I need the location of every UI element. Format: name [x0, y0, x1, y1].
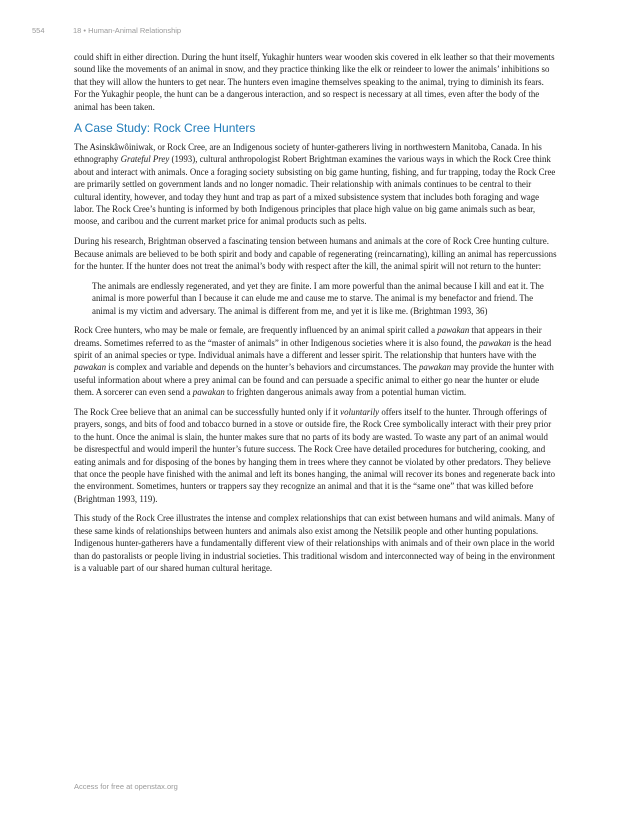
paragraph-3: [74, 324, 558, 398]
term-italic: voluntarily: [340, 406, 380, 417]
text-run: The Asinskâwôiniwak, or Rock Cree, are an Indigenous society of hunter-gatherers living in northwestern Manitoba, Canada. In his ethnography: [74, 142, 542, 165]
text-run: may provide the hunter with useful information about where a prey animal can be found and can persuade a specific animal to either go near the hunter or elude them. A sorcerer can even send a: [74, 362, 554, 398]
term-italic: pawakan: [192, 387, 225, 398]
term-italic: pawakan: [418, 362, 452, 373]
text-run: is complex and variable and depends on the hunter’s behaviors and circumstances. The: [106, 362, 419, 373]
paragraph-5: This study of the Rock Cree illustrates the intense and complex relationships that can exist between humans and wild animals. Many of these same kinds of relationships between hunters and animals also exist among the Netsilik people and other hunting populations. Indigenous hunter-gatherers have a fundamentally different view of their relationships with animals and of their own place in the world than do pastoralists or people living in industrial societies. This traditional wisdom and interconnected way of being in the environment is a valuable part of our shared human cultural heritage.: [74, 513, 555, 574]
paragraph-intro: could shift in either direction. During the hunt itself, Yukaghir hunters wear wooden skis covered in elk leather so that their movements sound like the movements of an animal in snow, and they practice thinking like the elk or reindeer to lower the animals’ inhibitions so that they will allow the hunters to get near. The hunters even imagine themselves speaking to the animal, trying to diminish its fears. For the Yukaghir people, the hunt can be a dangerous interaction, and so respect is necessary at all times, even after the body of the animal has been taken.: [74, 52, 555, 112]
paragraph-1: [74, 141, 558, 228]
section-heading: A Case Study: Rock Cree Hunters: [74, 121, 256, 136]
term-italic: pawakan: [437, 325, 470, 336]
running-header: [0, 26, 630, 40]
text-run: (1993), cultural anthropologist Robert Brightman examines the various ways in which the Rock Cree think about and interact with animals. Once a foraging society subsisting on big game hunting, fishing, and fur trapping, today the Rock Cree are primarily settled on government lands and no longer nomadic. Their relationship with animals continues to be central to their cultural identity, however, and today they hunt and trap as part of a mixed subsistence system that includes both foraging and wage labor. The Rock Cree’s hunting is informed by both Indigenous principles that place high value on big game animals such as bear, moose, and caribou and the current market price for animal products such as pelts.: [74, 154, 556, 227]
paragraph-2: During his research, Brightman observed a fascinating tension between humans and animals at the core of Rock Cree hunting culture. Because animals are believed to be both spirit and body and capable of regenerating (reincarnating), killing an animal has repercussions for the hunter. If the hunter does not treat the animal’s body with respect after the kill, the animal spirit will not return to the hunter:: [74, 236, 557, 271]
term-italic: pawakan: [74, 362, 107, 373]
book-title: Grateful Prey: [120, 154, 170, 165]
term-italic: pawakan: [478, 337, 511, 348]
text-run: is the head spirit of an animal species or type. Individual animals have a different and lesser spirit. The relationship that hunters have with the: [74, 337, 552, 361]
footer-link[interactable]: Access for free at openstax.org: [74, 782, 178, 791]
page-number: 554: [32, 26, 45, 35]
text-run: that appears in their dreams. Sometimes referred to as the “master of animals” in other Indigenous societies where it is also found, the: [74, 325, 542, 348]
section-title: 18 • Human-Animal Relationship: [73, 26, 182, 35]
text-run: Rock Cree hunters, who may be male or female, are frequently influenced by an animal spirit called a: [74, 325, 438, 336]
text-run: The Rock Cree believe that an animal can be successfully hunted only if it: [74, 406, 341, 417]
body-text: [74, 51, 558, 582]
paragraph-4: [74, 406, 558, 505]
text-run: to frighten dangerous animals away from a potential human victim.: [224, 387, 467, 398]
block-quote: The animals are endlessly regenerated, and yet they are finite. I am more powerful than the animal because I kill and eat it. The animal is more powerful than I because it can elude me and cause me to starve. The animal is my benefactor and friend. The animal is my victim and adversary. The animal is different from me, and yet it is like me. (Brightman 1993, 36): [92, 280, 544, 316]
text-run: offers itself to the hunter. Through offerings of prayers, songs, and bits of food and tobacco burned in a stove or outside fire, the Rock Cree symbolically interact with their prey prior to the hunt. Once the animal is slain, the hunter makes sure that no parts of its body are wasted. To waste any part of an animal would be disrespectful and would imperil the hunter’s future success. The Rock Cree have detailed procedures for butchering, cooking, and eating animals and for disposing of the bones by hanging them in trees where they cannot be violated by other predators. They believe that once the people have finished with the animal and left its bones hanging, the animal will recover its bones and regenerate back into the environment. Sometimes, hunters or trappers say they recognize an animal and that it is the “same one” that was killed before (Brightman 1993, 119).: [74, 406, 556, 504]
